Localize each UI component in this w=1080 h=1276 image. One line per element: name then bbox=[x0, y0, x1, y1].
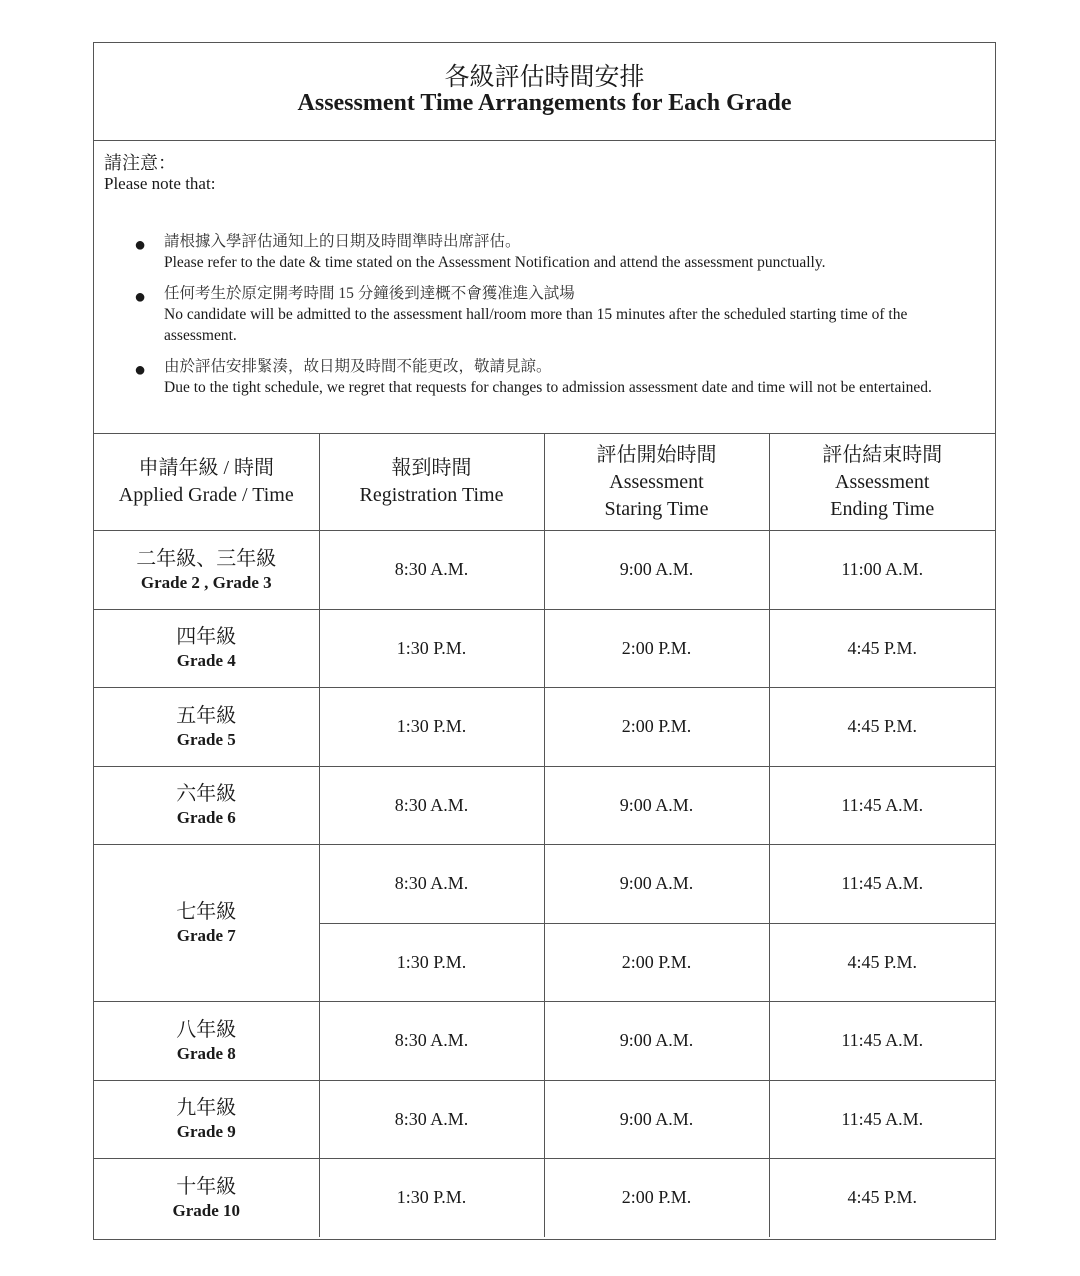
registration-time-cell: 8:30 A.M. bbox=[319, 531, 544, 610]
grade-english: Grade 6 bbox=[176, 808, 236, 828]
starting-time-cell: 9:00 A.M. bbox=[544, 766, 769, 845]
ending-time-cell: 4:45 P.M. bbox=[769, 609, 995, 688]
grade-english: Grade 4 bbox=[176, 651, 236, 671]
header-english: Staring Time bbox=[604, 497, 709, 520]
grade-cell bbox=[94, 1080, 319, 1159]
title-chinese: 各級評估時間安排 bbox=[444, 64, 645, 91]
header-registration-time bbox=[319, 434, 544, 531]
ending-time-cell: 4:45 P.M. bbox=[769, 923, 995, 1002]
header-english: Assessment bbox=[609, 470, 704, 493]
starting-time-cell: 9:00 A.M. bbox=[544, 845, 769, 924]
note-item-chinese: 由於評估安排緊湊，故日期及時間不能更改，敬請見諒。 bbox=[164, 358, 552, 375]
registration-time-cell: 1:30 P.M. bbox=[319, 923, 544, 1002]
grade-cell bbox=[94, 1002, 319, 1081]
starting-time-cell: 2:00 P.M. bbox=[544, 688, 769, 767]
notes-label-english: Please note that: bbox=[104, 174, 216, 193]
table-row bbox=[94, 531, 995, 610]
starting-time-cell: 9:00 A.M. bbox=[544, 531, 769, 610]
note-item-chinese: 請根據入學評估通知上的日期及時間準時出席評估。 bbox=[164, 233, 521, 250]
starting-time-cell: 9:00 A.M. bbox=[544, 1080, 769, 1159]
ending-time-cell: 11:45 A.M. bbox=[769, 1080, 995, 1159]
grade-cell bbox=[94, 531, 319, 610]
note-item bbox=[164, 283, 977, 346]
registration-time-cell: 1:30 P.M. bbox=[319, 1159, 544, 1237]
grade-english: Grade 9 bbox=[176, 1122, 236, 1142]
header-chinese: 評估開始時間 bbox=[596, 443, 717, 466]
table-row bbox=[94, 1159, 995, 1237]
grade-chinese: 九年級 bbox=[176, 1097, 237, 1120]
grade-cell bbox=[94, 1159, 319, 1237]
registration-time-cell: 8:30 A.M. bbox=[319, 766, 544, 845]
bullet-icon: ● bbox=[134, 234, 147, 256]
note-item-english: No candidate will be admitted to the assessment hall/room more than 15 minutes after the scheduled starting time of the assessment. bbox=[164, 306, 908, 344]
note-item-english: Please refer to the date & time stated on the Assessment Notification and attend the assessment punctually. bbox=[164, 254, 826, 271]
note-item bbox=[164, 231, 977, 273]
table-row bbox=[94, 845, 995, 924]
grade-chinese: 七年級 bbox=[176, 901, 237, 923]
schedule-document bbox=[93, 42, 996, 1240]
ending-time-cell: 11:45 A.M. bbox=[769, 1002, 995, 1081]
starting-time-cell: 9:00 A.M. bbox=[544, 1002, 769, 1081]
registration-time-cell: 8:30 A.M. bbox=[319, 1080, 544, 1159]
ending-time-cell: 4:45 P.M. bbox=[769, 1159, 995, 1237]
grade-chinese: 十年級 bbox=[176, 1175, 237, 1198]
grade-english: Grade 10 bbox=[172, 1200, 241, 1220]
table-row bbox=[94, 609, 995, 688]
grade-cell bbox=[94, 845, 319, 1002]
ending-time-cell: 11:45 A.M. bbox=[769, 766, 995, 845]
grade-english: Grade 8 bbox=[176, 1043, 236, 1063]
grade-chinese: 四年級 bbox=[176, 626, 237, 649]
header-chinese: 報到時間 bbox=[391, 457, 472, 479]
ending-time-cell: 4:45 P.M. bbox=[769, 688, 995, 767]
registration-time-cell: 8:30 A.M. bbox=[319, 845, 544, 924]
ending-time-cell: 11:00 A.M. bbox=[769, 531, 995, 610]
grade-chinese: 二年級、三年級 bbox=[136, 547, 277, 570]
table-row bbox=[94, 1002, 995, 1081]
notes-section bbox=[94, 141, 995, 433]
note-item-english: Due to the tight schedule, we regret that requests for changes to admission assessment date and time will not be entertained. bbox=[164, 379, 932, 396]
grade-english: Grade 2 , Grade 3 bbox=[140, 572, 272, 592]
registration-time-cell: 1:30 P.M. bbox=[319, 688, 544, 767]
grade-chinese: 五年級 bbox=[176, 704, 237, 727]
header-english: Ending Time bbox=[830, 497, 935, 520]
header-applied-grade bbox=[94, 434, 319, 531]
header-english: Assessment bbox=[835, 470, 930, 493]
grade-english: Grade 5 bbox=[176, 729, 236, 749]
starting-time-cell: 2:00 P.M. bbox=[544, 1159, 769, 1237]
table-row bbox=[94, 1080, 995, 1159]
title-box bbox=[94, 43, 995, 141]
header-chinese: 評估結束時間 bbox=[822, 443, 943, 466]
starting-time-cell: 2:00 P.M. bbox=[544, 609, 769, 688]
bullet-icon: ● bbox=[134, 359, 147, 381]
registration-time-cell: 8:30 A.M. bbox=[319, 1002, 544, 1081]
bullet-icon: ● bbox=[134, 286, 147, 308]
table-row bbox=[94, 766, 995, 845]
registration-time-cell: 1:30 P.M. bbox=[319, 609, 544, 688]
header-english: Registration Time bbox=[359, 484, 504, 506]
grade-cell bbox=[94, 766, 319, 845]
grade-cell bbox=[94, 609, 319, 688]
header-english: Applied Grade / Time bbox=[118, 484, 294, 506]
grade-english: Grade 7 bbox=[176, 926, 236, 945]
grade-chinese: 六年級 bbox=[176, 783, 237, 806]
note-item-chinese: 任何考生於原定開考時間 15 分鐘後到達概不會獲准進入試場 bbox=[164, 285, 575, 302]
ending-time-cell: 11:45 A.M. bbox=[769, 845, 995, 924]
table-header-row bbox=[94, 434, 995, 531]
header-ending-time bbox=[769, 434, 995, 531]
header-chinese: 申請年級 / 時間 bbox=[138, 457, 275, 479]
title-english: Assessment Time Arrangements for Each Grade bbox=[297, 90, 792, 116]
header-starting-time bbox=[544, 434, 769, 531]
notes-label-chinese: 請注意： bbox=[104, 153, 176, 173]
note-item bbox=[164, 356, 977, 398]
table-row bbox=[94, 688, 995, 767]
starting-time-cell: 2:00 P.M. bbox=[544, 923, 769, 1002]
grade-cell bbox=[94, 688, 319, 767]
schedule-table bbox=[94, 433, 995, 1237]
grade-chinese: 八年級 bbox=[176, 1018, 237, 1041]
